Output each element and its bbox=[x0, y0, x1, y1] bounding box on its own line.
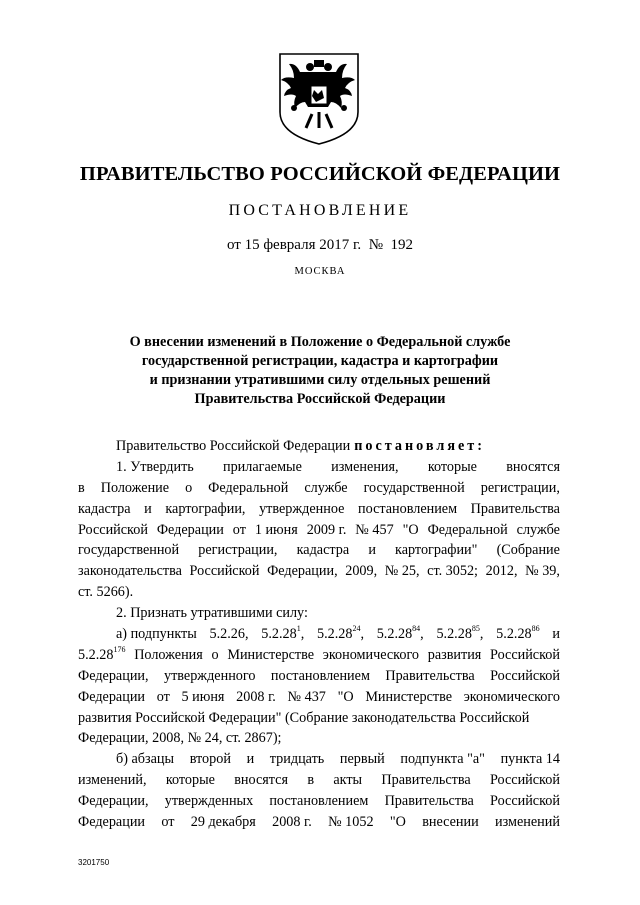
text-fragment: утвержденного bbox=[163, 667, 256, 684]
text-fragment: 2012, bbox=[485, 563, 518, 580]
heading-line: государственной регистрации, кадастра и картографии bbox=[141, 353, 499, 369]
heading-line: и признании утратившими силу отдельных решений bbox=[149, 372, 491, 388]
text-fragment: и bbox=[368, 542, 376, 559]
text-fragment: Правительства bbox=[381, 772, 471, 789]
document-code: 3201750 bbox=[78, 858, 110, 867]
text-line bbox=[78, 666, 560, 687]
text-fragment: Министерстве bbox=[227, 646, 315, 663]
preamble-line bbox=[78, 436, 560, 457]
text-fragment: 29 декабря bbox=[190, 814, 256, 831]
text-fragment: Федеральной bbox=[427, 521, 508, 538]
text-fragment: развития bbox=[427, 646, 482, 663]
text-fragment: картографии" bbox=[395, 542, 478, 559]
text-fragment: № 437 bbox=[287, 688, 326, 705]
text-fragment: 1. Утвердить bbox=[116, 458, 194, 475]
document-body bbox=[78, 436, 560, 833]
text-fragment: которые bbox=[427, 458, 477, 475]
text-fragment: которые bbox=[165, 772, 215, 789]
text-fragment: Федерации, 2008, № 24, ст. 2867); bbox=[78, 730, 282, 747]
text-line bbox=[78, 728, 560, 749]
text-fragment: в bbox=[78, 479, 85, 496]
text-fragment: первый bbox=[339, 751, 385, 768]
item-number: 5.2.28$^{84}$, bbox=[376, 624, 424, 643]
text-fragment: и bbox=[144, 500, 152, 517]
text-fragment: регистрации, bbox=[480, 479, 560, 496]
item-number: 5.2.28$^1$, bbox=[261, 624, 305, 643]
text-fragment: 1 июня bbox=[254, 521, 298, 538]
text-fragment: подпункта "а" bbox=[400, 751, 485, 768]
text-line bbox=[78, 561, 560, 582]
text-line bbox=[78, 520, 560, 541]
text-fragment: постановлением bbox=[358, 500, 458, 517]
text-fragment: тридцать bbox=[269, 751, 325, 768]
text-fragment: изменений, bbox=[78, 772, 147, 789]
text-fragment: внесении bbox=[422, 814, 479, 831]
document-city: МОСКВА bbox=[294, 266, 346, 277]
text-line bbox=[78, 603, 560, 624]
government-title: ПРАВИТЕЛЬСТВО РОССИЙСКОЙ ФЕДЕРАЦИИ bbox=[79, 163, 561, 185]
text-fragment: от bbox=[161, 814, 175, 831]
heading-line: О внесении изменений в Положение о Федеральной службе bbox=[129, 334, 511, 350]
number-sign: № bbox=[368, 237, 383, 253]
text-fragment: № 25, bbox=[384, 563, 420, 580]
text-fragment: законодательства bbox=[78, 563, 182, 580]
text-fragment: Российской bbox=[189, 563, 260, 580]
text-fragment: вносятся bbox=[234, 772, 288, 789]
text-fragment: ст. 5266). bbox=[78, 584, 134, 601]
text-fragment: Российской bbox=[78, 521, 148, 538]
text-fragment: утвержденных bbox=[164, 793, 254, 810]
text-fragment: Федеральной bbox=[208, 479, 289, 496]
text-fragment: вносятся bbox=[506, 458, 560, 475]
document-date-number bbox=[0, 237, 640, 254]
text-fragment: службе bbox=[304, 479, 348, 496]
text-fragment: регистрации, bbox=[198, 542, 278, 559]
text-fragment: (Собрание bbox=[496, 542, 560, 559]
text-fragment: 2009 г. bbox=[306, 521, 347, 538]
text-fragment: Российской bbox=[490, 646, 560, 663]
text-fragment: Положения bbox=[134, 646, 203, 663]
item-number: 5.2.26, bbox=[209, 626, 249, 643]
text-line bbox=[78, 791, 560, 812]
text-fragment: государственной bbox=[363, 479, 465, 496]
text-fragment: 2008 г. bbox=[272, 814, 312, 831]
subparagraph-b-line bbox=[78, 749, 560, 770]
text-fragment: Российской bbox=[490, 667, 560, 684]
text-fragment: 2. Признать утратившими силу: bbox=[116, 605, 308, 622]
text-line bbox=[78, 687, 560, 708]
text-fragment: государственной bbox=[78, 542, 180, 559]
text-fragment: Правительства bbox=[385, 667, 475, 684]
text-fragment: "О bbox=[402, 521, 419, 538]
text-fragment: а) подпункты bbox=[116, 626, 197, 643]
text-fragment: Российской bbox=[490, 793, 560, 810]
preamble-text: Правительство Российской Федерации bbox=[116, 438, 351, 454]
text-fragment: "О bbox=[389, 814, 406, 831]
text-fragment: о bbox=[185, 479, 193, 496]
text-fragment: Правительства bbox=[470, 500, 560, 517]
item-number: 5.2.28$^{176}$ bbox=[78, 645, 126, 663]
text-fragment: постановлением bbox=[270, 667, 370, 684]
text-fragment: изменений bbox=[494, 814, 560, 831]
text-fragment: кадастра bbox=[296, 542, 350, 559]
text-fragment: и bbox=[552, 626, 560, 643]
text-line bbox=[78, 478, 560, 499]
text-line bbox=[78, 582, 560, 603]
text-fragment: Министерстве bbox=[365, 688, 453, 705]
text-fragment: и bbox=[246, 751, 255, 768]
text-fragment: 2008 г. bbox=[236, 688, 276, 705]
text-fragment: постановлением bbox=[269, 793, 369, 810]
text-fragment: службе bbox=[516, 521, 560, 538]
text-fragment: Федерации bbox=[156, 521, 224, 538]
heading-line: Правительства Российской Федерации bbox=[194, 391, 446, 407]
text-fragment: Федерации, bbox=[267, 563, 338, 580]
text-line bbox=[78, 812, 560, 833]
item-number: 5.2.28$^{85}$, bbox=[436, 624, 484, 643]
text-fragment: развития Российской Федерации" (Собрание законодательства Российской bbox=[78, 709, 530, 726]
text-fragment: ст. 3052; bbox=[427, 563, 478, 580]
text-fragment: экономического bbox=[322, 646, 419, 663]
text-fragment: от bbox=[156, 688, 170, 705]
text-fragment: Федерации, bbox=[78, 667, 149, 684]
text-line bbox=[78, 645, 560, 666]
text-fragment: 2009, bbox=[345, 563, 378, 580]
document-date: от 15 февраля 2017 г. bbox=[226, 237, 362, 253]
text-fragment: б) абзацы bbox=[116, 751, 175, 768]
text-fragment: № 39, bbox=[525, 563, 560, 580]
text-fragment: пункта 14 bbox=[500, 751, 560, 768]
text-fragment: акты bbox=[333, 772, 363, 789]
text-line bbox=[78, 457, 560, 478]
text-fragment: Российской bbox=[490, 772, 560, 789]
text-fragment: Правительства bbox=[384, 793, 474, 810]
text-fragment: в bbox=[307, 772, 315, 789]
text-fragment: кадастра bbox=[78, 500, 131, 517]
text-line bbox=[78, 708, 560, 729]
text-fragment: второй bbox=[189, 751, 231, 768]
item-number: 5.2.28$^{24}$, bbox=[316, 624, 364, 643]
text-fragment: Федерации bbox=[78, 688, 146, 705]
text-fragment: 5 июня bbox=[181, 688, 225, 705]
text-fragment: Федерации, bbox=[78, 793, 149, 810]
text-fragment: Федерации bbox=[78, 814, 146, 831]
document-type: ПОСТАНОВЛЕНИЕ bbox=[228, 202, 412, 219]
text-fragment: экономического bbox=[463, 688, 560, 705]
text-line bbox=[78, 540, 560, 561]
document-number: 192 bbox=[390, 237, 413, 253]
text-fragment: о bbox=[211, 646, 219, 663]
document-heading bbox=[0, 333, 640, 409]
text-line bbox=[78, 499, 560, 520]
subparagraph-a-line bbox=[78, 624, 560, 645]
text-fragment: № 1052 bbox=[328, 814, 374, 831]
preamble-verb: постановляет: bbox=[354, 438, 486, 454]
coat-of-arms-emblem bbox=[272, 50, 366, 146]
text-fragment: изменения, bbox=[331, 458, 399, 475]
text-fragment: прилагаемые bbox=[223, 458, 302, 475]
text-fragment: утвержденное bbox=[259, 500, 345, 517]
item-number: 5.2.28$^{86}$ bbox=[496, 624, 540, 643]
text-fragment: "О bbox=[337, 688, 354, 705]
text-fragment: Положение bbox=[100, 479, 170, 496]
text-line bbox=[78, 770, 560, 791]
text-fragment: картографии, bbox=[165, 500, 246, 517]
text-fragment: от bbox=[232, 521, 246, 538]
text-fragment: № 457 bbox=[355, 521, 394, 538]
